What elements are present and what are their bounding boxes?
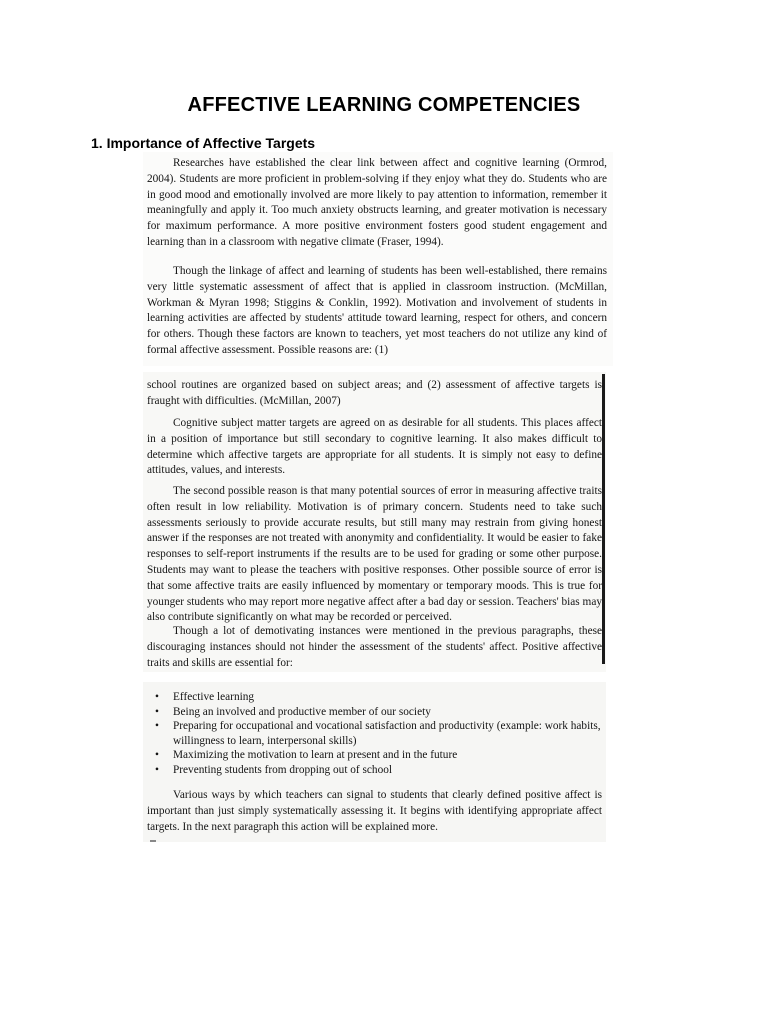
paragraph-2: Though the linkage of affect and learning of students has been well-established, there remains very little systematic assessment of affect that is applied in classroom instruction. (McMillan, Workman & Myran 1998; Stiggins & Conklin, 1992). Motivation and involvement of students in learning activities are affected by students' attitude toward learning, respect for others, and concern for others. Though these factors are known to teachers, yet most teachers do not utilize any kind of formal affective assessment. Possible reasons are: (1) <box>147 265 607 356</box>
list-item-text: Preparing for occupational and vocational satisfaction and productivity (example: work habits, willingness to learn, interpersonal skills) <box>173 720 601 747</box>
closing-paragraph: Various ways by which teachers can signal to students that clearly defined positive affect is important than just simply systematically assessing it. It begins with identifying appropriate affect targets. In the next paragraph this action will be explained more. <box>147 789 602 833</box>
bullet-icon: • <box>155 691 159 703</box>
bullet-icon: • <box>155 705 159 718</box>
list-item <box>153 748 603 763</box>
list-item <box>153 690 603 705</box>
list-item <box>153 763 603 778</box>
bullet-icon: • <box>155 749 159 761</box>
paragraph-1: Researches have established the clear link between affect and cognitive learning (Ormrod, 2004). Students are more proficient in problem-solving if they enjoy what they do. Students who are in good mood and emotionally involved are more likely to pay attention to information, remember it meaningfully and apply it. Too much anxiety obstructs learning, and greater motivation is necessary for maximum performance. A more positive environment fosters good student engagement and learning than in a classroom with negative climate (Fraser, 1994). <box>147 157 607 248</box>
scan-edge-divider <box>602 374 605 664</box>
paragraph-3: school routines are organized based on subject areas; and (2) assessment of affective targets is fraught with difficulties. (McMillan, 2007) <box>147 379 602 407</box>
bullet-list <box>153 690 603 777</box>
list-item-text: Preventing students from dropping out of school <box>173 763 393 776</box>
bullet-icon: • <box>155 763 159 776</box>
scanned-page-block-1 <box>143 152 613 366</box>
paragraph-6: Though a lot of demotivating instances were mentioned in the previous paragraphs, these discouraging instances should not hinder the assessment of the students' affect. Positive affective traits and skills are essential for: <box>147 625 602 669</box>
list-item-text: Being an involved and productive member of our society <box>173 705 431 718</box>
list-item-text: Effective learning <box>173 691 255 703</box>
paragraph-5: The second possible reason is that many potential sources of error in measuring affective traits often result in low reliability. Motivation is of primary concern. Students need to take such assessments seriously to provide accurate results, but still many may restrain from giving honest answer if the responses are not treated with anonymity and confidentiality. It would be easier to fake responses to self-report instruments if the results are to be used for grading or some other purpose. Students may want to please the teachers with positive responses. Other possible source of error is that some affective traits are easily influenced by momentary or temporary moods. This is true for younger students who may report more negative affect after a bad day or session. Teachers' bias may also contribute significantly on what may be recorded or perceived. <box>147 485 602 624</box>
list-item-text: Maximizing the motivation to learn at present and in the future <box>173 749 458 761</box>
scan-smudge <box>150 840 156 842</box>
scanned-page-block-2 <box>143 372 606 672</box>
section-heading: 1. Importance of Affective Targets <box>91 135 316 151</box>
list-item <box>153 705 603 720</box>
list-item <box>153 719 603 748</box>
document-title: AFFECTIVE LEARNING COMPETENCIES <box>187 94 581 116</box>
scanned-page-block-3 <box>143 682 606 842</box>
bullet-icon: • <box>155 720 159 732</box>
paragraph-4: Cognitive subject matter targets are agreed on as desirable for all students. This places affect in a position of importance but still secondary to cognitive learning. It also makes difficult to determine which affective targets are appropriate for all students. It is simply not easy to define attitudes, values, and interests. <box>147 417 602 477</box>
